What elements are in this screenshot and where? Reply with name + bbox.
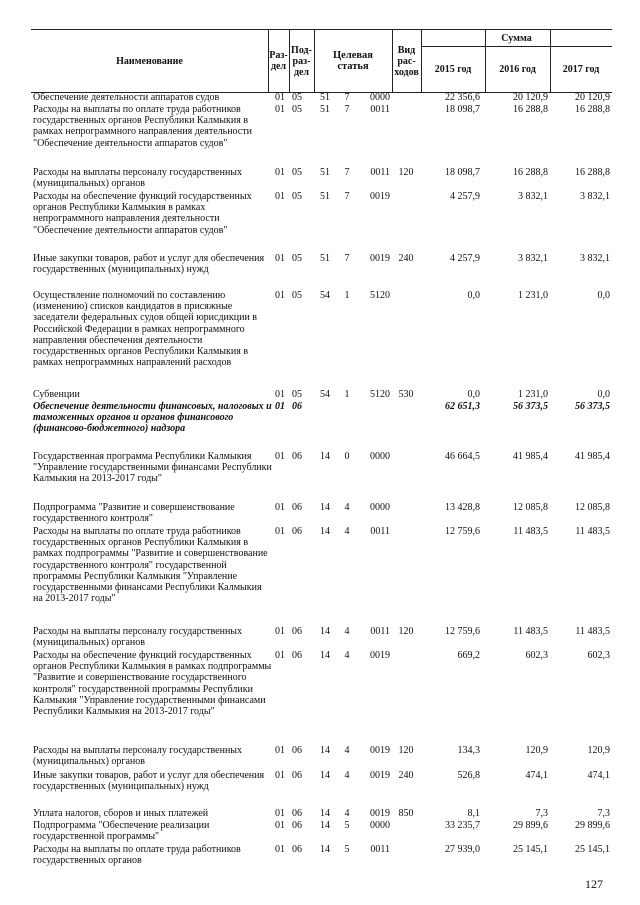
row-cs-subprogram: 7 (344, 167, 350, 178)
row-sum-2016: 3 832,1 (518, 253, 548, 264)
row-razdel: 01 (275, 808, 285, 819)
header-podrazdel: Под- раз- дел (291, 44, 312, 78)
row-cs-code: 0000 (370, 92, 390, 103)
row-sum-2017: 41 985,4 (575, 451, 610, 462)
row-sum-2016: 1 231,0 (518, 389, 548, 400)
row-cs-program: 51 (320, 191, 330, 202)
row-podrazdel: 05 (292, 92, 302, 103)
row-razdel: 01 (275, 191, 285, 202)
row-razdel: 01 (275, 92, 285, 103)
row-cs-code: 0000 (370, 502, 390, 513)
row-razdel: 01 (275, 290, 285, 301)
row-cs-code: 5120 (370, 389, 390, 400)
row-cs-subprogram: 4 (344, 626, 350, 637)
row-razdel: 01 (275, 502, 285, 513)
row-name: Расходы на выплаты персоналу государственных (муниципальных) органов (33, 745, 243, 768)
row-cs-program: 51 (320, 92, 330, 103)
row-cs-code: 0011 (370, 526, 390, 537)
row-sum-2015: 62 651,3 (445, 401, 480, 412)
row-sum-2016: 11 483,5 (513, 526, 548, 537)
row-cs-code: 0011 (370, 104, 390, 115)
header-year-2016: 2016 год (499, 63, 536, 75)
row-razdel: 01 (275, 844, 285, 855)
row-cs-program: 54 (320, 389, 330, 400)
row-sum-2015: 12 759,6 (445, 626, 480, 637)
row-cs-code: 0011 (370, 844, 390, 855)
row-sum-2017: 120,9 (587, 745, 610, 756)
row-name: Уплата налогов, сборов и иных платежей (33, 808, 209, 819)
header-summa: Сумма (501, 32, 532, 44)
row-razdel: 01 (275, 401, 285, 412)
row-sum-2015: 18 098,7 (445, 167, 480, 178)
page-number: 127 (585, 877, 603, 891)
row-razdel: 01 (275, 770, 285, 781)
row-sum-2015: 0,0 (467, 290, 480, 301)
row-cs-code: 0019 (370, 770, 390, 781)
row-sum-2016: 3 832,1 (518, 191, 548, 202)
row-sum-2017: 11 483,5 (575, 526, 610, 537)
row-sum-2017: 16 288,8 (575, 167, 610, 178)
row-sum-2016: 7,3 (535, 808, 548, 819)
row-cs-code: 5120 (370, 290, 390, 301)
row-sum-2015: 12 759,6 (445, 526, 480, 537)
row-podrazdel: 05 (292, 167, 302, 178)
row-name: Расходы на обеспечение функций государственных органов Республики Калмыкия в рамках непрограммного направления деятельности "Обеспечение деятельности аппаратов судов" (33, 191, 252, 236)
row-name: Субвенции (33, 389, 80, 400)
row-vid: 850 (398, 808, 414, 819)
row-razdel: 01 (275, 526, 285, 537)
row-vid: 120 (398, 745, 414, 756)
row-vid: 530 (398, 389, 414, 400)
row-sum-2015: 4 257,9 (450, 253, 480, 264)
header-celevaya: Целевая статья (333, 50, 373, 72)
row-sum-2015: 526,8 (457, 770, 480, 781)
row-cs-subprogram: 4 (344, 770, 350, 781)
row-vid: 120 (398, 167, 414, 178)
row-sum-2016: 16 288,8 (513, 167, 548, 178)
header-year-2015: 2015 год (434, 63, 472, 75)
row-podrazdel: 06 (292, 401, 302, 412)
row-name: Государственная программа Республики Калмыкия "Управление государственными финансами Республики Калмыкия на 2013-2017 годы" (33, 451, 272, 485)
row-sum-2017: 602,3 (587, 650, 610, 661)
row-razdel: 01 (275, 820, 285, 831)
row-sum-2016: 29 899,6 (513, 820, 548, 831)
row-name: Обеспечение деятельности финансовых, налоговых и таможенных органов и органов финансового (финансово-бюджетного) надзора (33, 401, 272, 435)
row-cs-program: 14 (320, 844, 330, 855)
row-cs-program: 14 (320, 770, 330, 781)
row-cs-subprogram: 4 (344, 650, 350, 661)
row-sum-2016: 120,9 (525, 745, 548, 756)
row-cs-subprogram: 4 (344, 526, 350, 537)
row-sum-2015: 27 939,0 (445, 844, 480, 855)
row-cs-code: 0000 (370, 451, 390, 462)
row-cs-program: 14 (320, 820, 330, 831)
row-podrazdel: 05 (292, 104, 302, 115)
row-vid: 240 (398, 253, 414, 264)
row-sum-2016: 1 231,0 (518, 290, 548, 301)
header-year-2017: 2017 год (562, 63, 600, 75)
row-sum-2016: 56 373,5 (513, 401, 548, 412)
row-name: Расходы на обеспечение функций государственных органов Республики Калмыкия в рамках подпрограммы "Развитие и совершенствование государственного контроля" государственной программы Республики Калмыкия "Управление государственными финансами Республики Калмыкия на 2013-2017 годы" (33, 650, 272, 718)
row-cs-program: 14 (320, 626, 330, 637)
row-podrazdel: 05 (292, 253, 302, 264)
row-name: Расходы на выплаты по оплате труда работников государственных органов Республики Калмыкия в рамках непрограммного направления деятельности "Обеспечение деятельности аппаратов судов" (33, 104, 252, 149)
row-sum-2016: 41 985,4 (513, 451, 548, 462)
row-podrazdel: 05 (292, 389, 302, 400)
row-cs-program: 51 (320, 253, 330, 264)
row-name: Иные закупки товаров, работ и услуг для обеспечения государственных (муниципальных) нужд (33, 253, 265, 276)
row-razdel: 01 (275, 167, 285, 178)
row-sum-2017: 0,0 (597, 290, 610, 301)
row-cs-subprogram: 1 (344, 290, 350, 301)
row-cs-subprogram: 1 (344, 389, 350, 400)
row-sum-2017: 29 899,6 (575, 820, 610, 831)
row-cs-program: 51 (320, 167, 330, 178)
row-vid: 120 (398, 626, 414, 637)
row-razdel: 01 (275, 104, 285, 115)
row-sum-2016: 602,3 (525, 650, 548, 661)
row-cs-code: 0019 (370, 745, 390, 756)
row-podrazdel: 06 (292, 451, 302, 462)
row-podrazdel: 06 (292, 808, 302, 819)
row-cs-code: 0000 (370, 820, 390, 831)
row-cs-program: 14 (320, 650, 330, 661)
row-razdel: 01 (275, 253, 285, 264)
row-sum-2017: 16 288,8 (575, 104, 610, 115)
row-cs-program: 54 (320, 290, 330, 301)
row-sum-2016: 25 145,1 (513, 844, 548, 855)
row-sum-2017: 7,3 (597, 808, 610, 819)
row-razdel: 01 (275, 626, 285, 637)
row-cs-subprogram: 4 (344, 745, 350, 756)
row-cs-code: 0019 (370, 808, 390, 819)
row-razdel: 01 (275, 650, 285, 661)
row-name: Осуществление полномочий по составлению (изменению) списков кандидатов в присяжные заседатели федеральных судов общей юрисдикции в Российской Федерации в рамках непрограммного направления обеспечения деятельности государственных органов Республики Калмыкия в рамках непрограммных направлений расходов (33, 290, 258, 369)
row-podrazdel: 06 (292, 770, 302, 781)
row-cs-subprogram: 7 (344, 92, 350, 103)
row-cs-code: 0019 (370, 253, 390, 264)
row-sum-2015: 8,1 (467, 808, 480, 819)
row-sum-2015: 0,0 (467, 389, 480, 400)
header-name: Наименование (116, 55, 183, 67)
row-cs-subprogram: 7 (344, 104, 350, 115)
row-sum-2015: 18 098,7 (445, 104, 480, 115)
row-cs-subprogram: 4 (344, 502, 350, 513)
row-cs-subprogram: 0 (344, 451, 350, 462)
row-cs-program: 14 (320, 745, 330, 756)
row-podrazdel: 05 (292, 191, 302, 202)
row-cs-subprogram: 4 (344, 808, 350, 819)
row-sum-2017: 25 145,1 (575, 844, 610, 855)
row-name: Расходы на выплаты персоналу государственных (муниципальных) органов (33, 626, 243, 649)
row-cs-code: 0011 (370, 167, 390, 178)
row-name: Подпрограмма "Развитие и совершенствование государственного контроля" (33, 502, 235, 525)
row-razdel: 01 (275, 389, 285, 400)
row-sum-2015: 13 428,8 (445, 502, 480, 513)
row-sum-2016: 16 288,8 (513, 104, 548, 115)
row-podrazdel: 06 (292, 626, 302, 637)
row-cs-subprogram: 7 (344, 253, 350, 264)
row-sum-2015: 134,3 (457, 745, 480, 756)
row-sum-2017: 3 832,1 (580, 253, 610, 264)
row-sum-2015: 4 257,9 (450, 191, 480, 202)
row-razdel: 01 (275, 745, 285, 756)
row-podrazdel: 06 (292, 844, 302, 855)
row-sum-2016: 12 085,8 (513, 502, 548, 513)
row-cs-program: 14 (320, 526, 330, 537)
row-sum-2015: 33 235,7 (445, 820, 480, 831)
row-podrazdel: 06 (292, 526, 302, 537)
row-sum-2017: 0,0 (597, 389, 610, 400)
row-podrazdel: 06 (292, 745, 302, 756)
row-name: Расходы на выплаты персоналу государственных (муниципальных) органов (33, 167, 243, 190)
row-sum-2015: 669,2 (457, 650, 480, 661)
row-cs-program: 51 (320, 104, 330, 115)
row-vid: 240 (398, 770, 414, 781)
row-name: Иные закупки товаров, работ и услуг для обеспечения государственных (муниципальных) нужд (33, 770, 265, 793)
row-name: Расходы на выплаты по оплате труда работников государственных органов Республики Калмыкия в рамках подпрограммы "Развитие и совершенствование государственного контроля" государственной программы Республики Калмыкия "Управление государственными финансами Республики Калмыкия на 2013-2017 годы" (33, 526, 268, 605)
row-cs-code: 0011 (370, 626, 390, 637)
row-sum-2017: 20 120,9 (575, 92, 610, 103)
row-cs-code: 0019 (370, 650, 390, 661)
row-sum-2016: 11 483,5 (513, 626, 548, 637)
row-cs-subprogram: 5 (344, 820, 350, 831)
row-sum-2017: 3 832,1 (580, 191, 610, 202)
header-razdel: Раз- дел (269, 50, 288, 72)
row-cs-code: 0019 (370, 191, 390, 202)
row-cs-program: 14 (320, 502, 330, 513)
row-sum-2017: 11 483,5 (575, 626, 610, 637)
row-podrazdel: 06 (292, 650, 302, 661)
table-header (31, 29, 612, 93)
row-sum-2016: 474,1 (525, 770, 548, 781)
row-sum-2015: 46 664,5 (445, 451, 480, 462)
row-podrazdel: 05 (292, 290, 302, 301)
row-name: Обеспечение деятельности аппаратов судов (33, 92, 220, 103)
row-podrazdel: 06 (292, 820, 302, 831)
header-vid: Вид рас- ходов (394, 44, 419, 78)
row-sum-2017: 56 373,5 (575, 401, 610, 412)
row-razdel: 01 (275, 451, 285, 462)
row-name: Расходы на выплаты по оплате труда работников государственных органов (33, 844, 241, 867)
row-podrazdel: 06 (292, 502, 302, 513)
row-sum-2015: 22 356,6 (445, 92, 480, 103)
row-sum-2017: 12 085,8 (575, 502, 610, 513)
row-cs-program: 14 (320, 808, 330, 819)
row-cs-program: 14 (320, 451, 330, 462)
row-sum-2017: 474,1 (587, 770, 610, 781)
row-cs-subprogram: 7 (344, 191, 350, 202)
row-name: Подпрограмма "Обеспечение реализации государственной программы" (33, 820, 210, 843)
row-cs-subprogram: 5 (344, 844, 350, 855)
row-sum-2016: 20 120,9 (513, 92, 548, 103)
